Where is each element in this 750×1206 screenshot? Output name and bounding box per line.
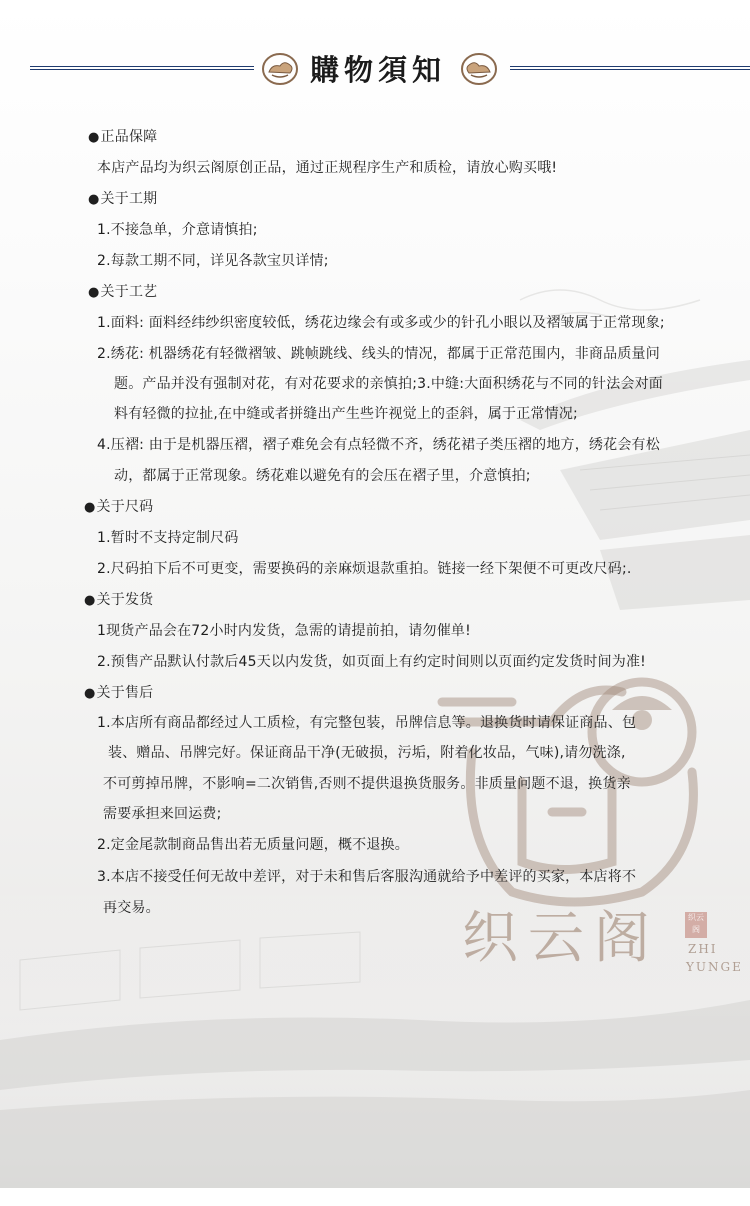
size-item-1: 1.暂时不支持定制尺码	[97, 530, 239, 546]
after-sales-item-2: 2.定金尾款制商品售出若无质量问题，概不退换。	[97, 837, 409, 853]
page-title: 購物須知	[309, 53, 446, 87]
section-heading-lead-time: ●关于工期	[88, 191, 158, 207]
craft-item-2-line-1: 2.绣花: 机器绣花有轻微褶皱、跳帧跳线、线头的情况，都属于正常范围内，非商品质量问	[97, 346, 660, 362]
brand-pinyin-line-2: YUNGE	[686, 960, 743, 974]
section-heading-after-sales: ●关于售后	[84, 685, 154, 701]
lead-time-item-2: 2.每款工期不同，详见各款宝贝详情;	[97, 253, 329, 269]
brand-pinyin-line-1: ZHI	[688, 942, 718, 956]
auspicious-cloud-icon	[459, 50, 499, 88]
section-heading-craft: ●关于工艺	[88, 284, 158, 300]
size-item-2: 2.尺码拍下后不可更变，需要换码的亲麻烦退款重拍。链接一经下架便不可更改尺码;.	[97, 561, 632, 577]
after-sales-item-1-line-3: 不可剪掉吊牌，不影响=二次销售,否则不提供退换货服务。非质量问题不退，换货亲	[103, 776, 631, 792]
bottom-margin	[0, 1188, 750, 1206]
craft-item-4-line-1: 4.压褶: 由于是机器压褶，褶子难免会有点轻微不齐，绣花裙子类压褶的地方，绣花会有松	[97, 437, 660, 453]
section-heading-size: ●关于尺码	[84, 499, 154, 515]
shipping-item-1: 1现货产品会在72小时内发货，急需的请提前拍，请勿催单!	[97, 623, 471, 639]
after-sales-item-1-line-2: 装、赠品、吊牌完好。保证商品干净(无破损，污垢，附着化妆品，气味),请勿洗涤,	[108, 745, 626, 761]
shipping-item-2: 2.预售产品默认付款后45天以内发货，如页面上有约定时间则以页面约定发货时间为准!	[97, 654, 646, 670]
authentic-body: 本店产品均为织云阁原创正品，通过正规程序生产和质检，请放心购买哦!	[97, 160, 558, 176]
craft-item-4-line-2: 动，都属于正常现象。绣花难以避免有的会压在褶子里，介意慎拍;	[114, 468, 531, 484]
craft-item-2-line-3: 料有轻微的拉扯,在中缝或者拼缝出产生些许视觉上的歪斜，属于正常情况;	[114, 406, 578, 422]
section-heading-authentic: ●正品保障	[88, 129, 158, 145]
craft-item-2-line-2: 题。产品并没有强制对花，有对花要求的亲慎拍;3.中缝:大面积绣花与不同的针法会对面	[114, 376, 663, 392]
header-rule-right	[510, 66, 750, 70]
after-sales-item-1-line-4: 需要承担来回运费;	[103, 806, 222, 822]
craft-item-1: 1.面料: 面料经纬纱织密度较低，绣花边缘会有或多或少的针孔小眼以及褶皱属于正常现象;	[97, 315, 665, 331]
brand-name-watermark: 织云阁	[462, 906, 660, 971]
lead-time-item-1: 1.不接急单，介意请慎拍;	[97, 222, 258, 238]
section-heading-shipping: ●关于发货	[84, 592, 154, 608]
after-sales-item-3-line-2: 再交易。	[103, 900, 160, 916]
after-sales-item-3-line-1: 3.本店不接受任何无故中差评，对于未和售后客服沟通就给予中差评的买家，本店将不	[97, 869, 637, 885]
brand-seal: 织云阁	[685, 912, 707, 938]
after-sales-item-1-line-1: 1.本店所有商品都经过人工质检，有完整包装，吊牌信息等。退换货时请保证商品、包	[97, 715, 637, 731]
auspicious-cloud-icon	[260, 50, 300, 88]
header-rule-left	[30, 66, 254, 70]
